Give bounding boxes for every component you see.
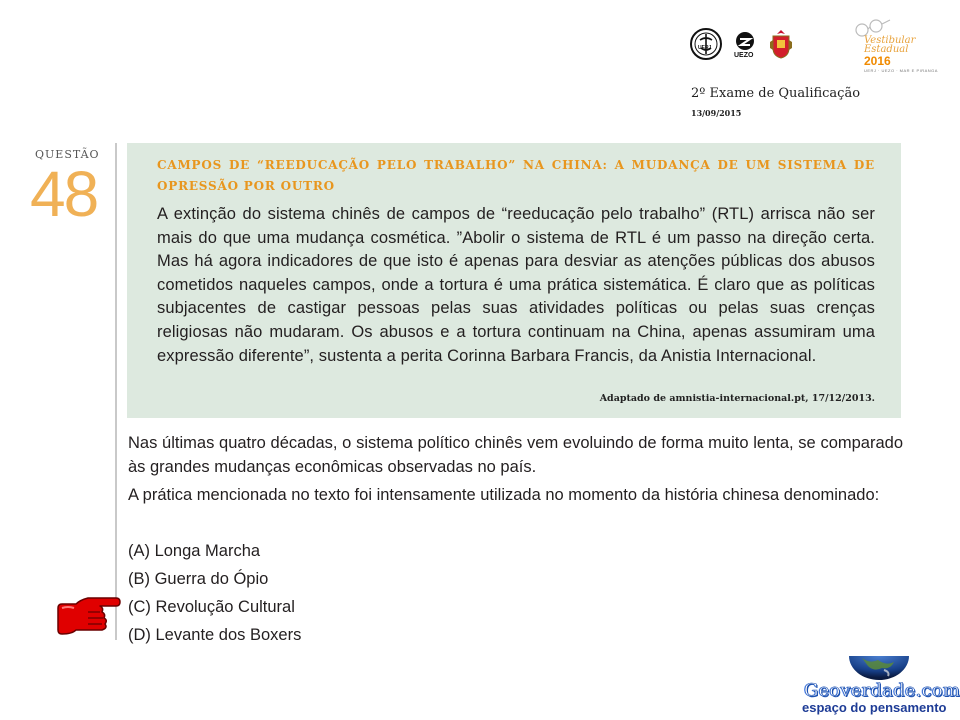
exam-title: 2º Exame de Qualificação xyxy=(691,86,861,101)
geoverdade-watermark xyxy=(800,656,960,718)
answer-options xyxy=(128,537,301,649)
pointing-hand-icon xyxy=(54,594,124,640)
question-divider xyxy=(115,143,117,640)
globe-icon xyxy=(848,656,910,680)
uezo-logo xyxy=(732,30,758,64)
question-prompt-paragraph: A prática mencionada no texto foi intensamente utilizada no momento da história chinesa denominado: xyxy=(128,486,880,504)
state-seal-logo xyxy=(768,28,794,60)
answer-option-d[interactable]: (D) Levante dos Boxers xyxy=(128,626,302,644)
uezo-logo-text: UEZO xyxy=(734,52,754,59)
answer-option-a[interactable]: (A) Longa Marcha xyxy=(128,542,261,560)
vestibular-small-text: UERJ · UEZO · MAR E PIRANGA xyxy=(864,68,938,73)
uezo-symbol-icon xyxy=(732,30,758,52)
uerj-logo xyxy=(690,28,722,60)
source-text-body: A extinção do sistema chinês de campos de “reeducação pelo trabalho” (RTL) arrisca não ser mais do que uma mudança cosmética. ”Abolir o sistema de RTL é um passo na direção certa. Mas há agora indicadores de que isto é apenas para desviar as atenções públicas dos abusos cometidos naqueles campos, onde a tortura é uma prática sistemática. É claro que as políticas subjacentes de castigar pessoas pelas suas atividades políticas ou pelas suas crenças religiosas não mudaram. Os abusos e a tortura continuam na China, apenas assumiram uma expressão diferente”, sustenta a perita Corinna Barbara Francis, da Anistia Internacional. xyxy=(157,205,875,365)
vestibular-text: Vestibular xyxy=(864,35,916,46)
header-logos xyxy=(686,18,936,78)
brand-tagline: espaço do pensamento xyxy=(802,700,947,715)
source-text-box xyxy=(127,143,901,418)
uerj-logo-text: UERJ xyxy=(698,45,712,51)
brand-name: Geoverdade.com xyxy=(804,680,960,701)
source-text-title: CAMPOS DE “REEDUCAÇÃO PELO TRABALHO” NA CHINA: A MUDANÇA DE UM SISTEMA DE OPRESSÃO POR OUTRO xyxy=(157,158,875,193)
answer-option-c[interactable]: (C) Revolução Cultural xyxy=(128,598,295,616)
estadual-text: Estadual xyxy=(864,44,909,55)
question-context-paragraph: Nas últimas quatro décadas, o sistema político chinês vem evoluindo de forma muito lenta, se comparado às grandes mudanças econômicas observadas no país. xyxy=(128,434,903,476)
question-number: 48 xyxy=(30,158,98,230)
question-label: QUESTÃO xyxy=(35,148,100,161)
answer-option-b[interactable]: (B) Guerra do Ópio xyxy=(128,570,269,588)
source-citation: Adaptado de amnistia-internacional.pt, 17/12/2013. xyxy=(599,393,875,404)
exam-date: 13/09/2015 xyxy=(691,108,742,118)
vestibular-2016-logo xyxy=(852,18,938,74)
vestibular-year: 2016 xyxy=(864,54,891,68)
